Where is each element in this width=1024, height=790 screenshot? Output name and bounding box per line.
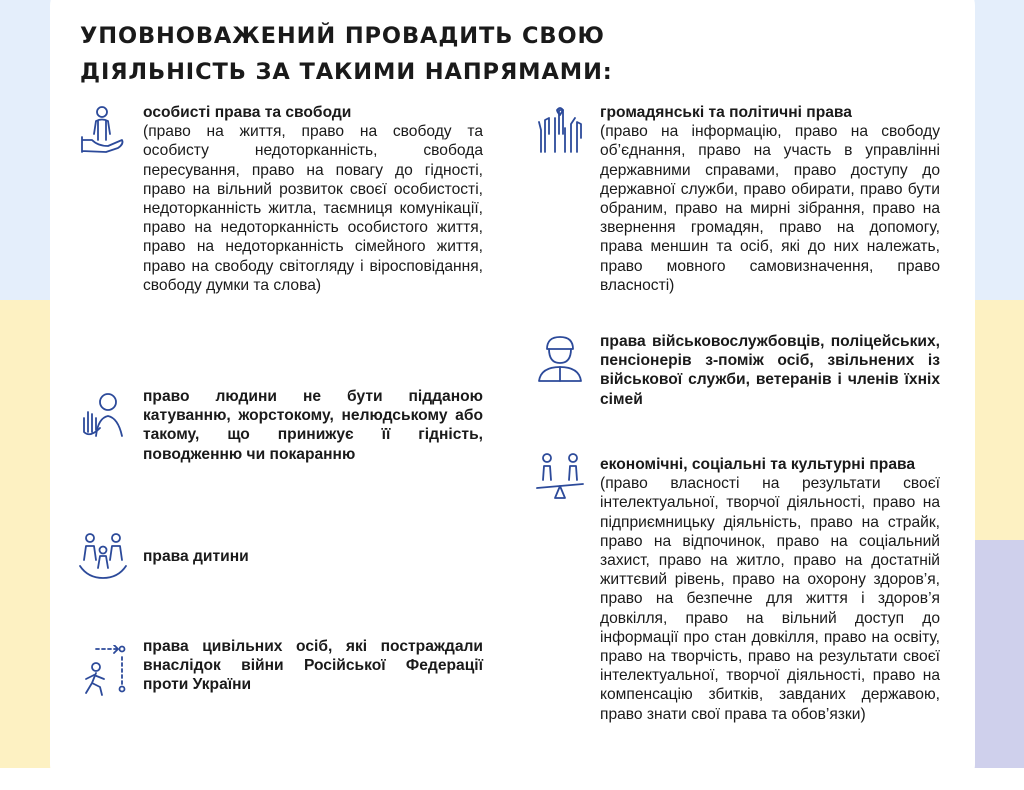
child-hand-icon bbox=[78, 104, 128, 156]
item-details: (право власності на результати своєї інтелектуальної, творчої діяльності, право на підприємницьку діяльність, право на страйк, право на відпочинок, право на соціальний захист, право на житло, право на достатній життєвий рівень, право на охорону здоров’я, право на безпечне для життя і здоров’я довкілля, право на вільний доступ до інформації про стан довкілля, право на освіту, право на творчість, право на результати своєї інтелектуальної, творчої діяльності, право на компенсацію збитків, завданих державою, право знати свої права та обов’язки) bbox=[600, 475, 940, 723]
running-person-icon bbox=[78, 645, 128, 697]
item-details: (право на інформацію, право на свободу об’єднання, право на участь в управлінні державними справами, право доступу до державної служби, право обирати, право бути обраним, право на мирні зібрання, право на звернення громадян, право на допомогу, права меншин та осіб, які до них належать, право мовного самовизначення, право власності) bbox=[600, 123, 940, 294]
item-text bbox=[600, 332, 940, 409]
item-heading: права військовослужбовців, поліцейських, пенсіонерів з-поміж осіб, звільнених із військової служби, ветеранів і членів їхніх сімей bbox=[600, 333, 940, 408]
item-text bbox=[143, 103, 483, 295]
stop-hand-person-icon bbox=[78, 388, 128, 440]
item-heading: економічні, соціальні та культурні права bbox=[600, 456, 916, 473]
item-heading: право людини не бути підданою катуванню, жорстокому, нелюдському або такому, що принижує її гідність, поводженню чи покаранню bbox=[143, 388, 483, 463]
item-heading: права цивільних осіб, які постраждали внаслідок війни Російської Федерації проти України bbox=[143, 638, 483, 694]
item-heading: права дитини bbox=[143, 548, 249, 565]
soldier-icon bbox=[535, 333, 585, 385]
item-text bbox=[143, 637, 483, 695]
item-text bbox=[143, 387, 483, 464]
item-heading: громадянські та політичні права bbox=[600, 104, 852, 121]
item-text bbox=[143, 547, 483, 566]
item-text bbox=[600, 103, 940, 295]
item-heading: особисті права та свободи bbox=[143, 104, 352, 121]
item-details: (право на життя, право на свободу та особисту недоторканність, свобода пересування, право на повагу до гідності, право на вільний розвиток своєї особистості, недоторканність житла, таємниця комунікації, право на недоторканність особистого життя, право на недоторканність сімейного життя, право на свободу світогляду і віросповідання, свободу думки та слова) bbox=[143, 123, 483, 294]
item-text bbox=[600, 455, 940, 724]
family-hands-icon bbox=[78, 530, 128, 582]
page-title: УПОВНОВАЖЕНИЙ ПРОВАДИТЬ СВОЮ ДІЯЛЬНІСТЬ ЗА ТАКИМИ НАПРЯМАМИ: bbox=[80, 23, 613, 85]
scales-people-icon bbox=[535, 452, 585, 504]
raised-hands-icon bbox=[535, 104, 585, 156]
